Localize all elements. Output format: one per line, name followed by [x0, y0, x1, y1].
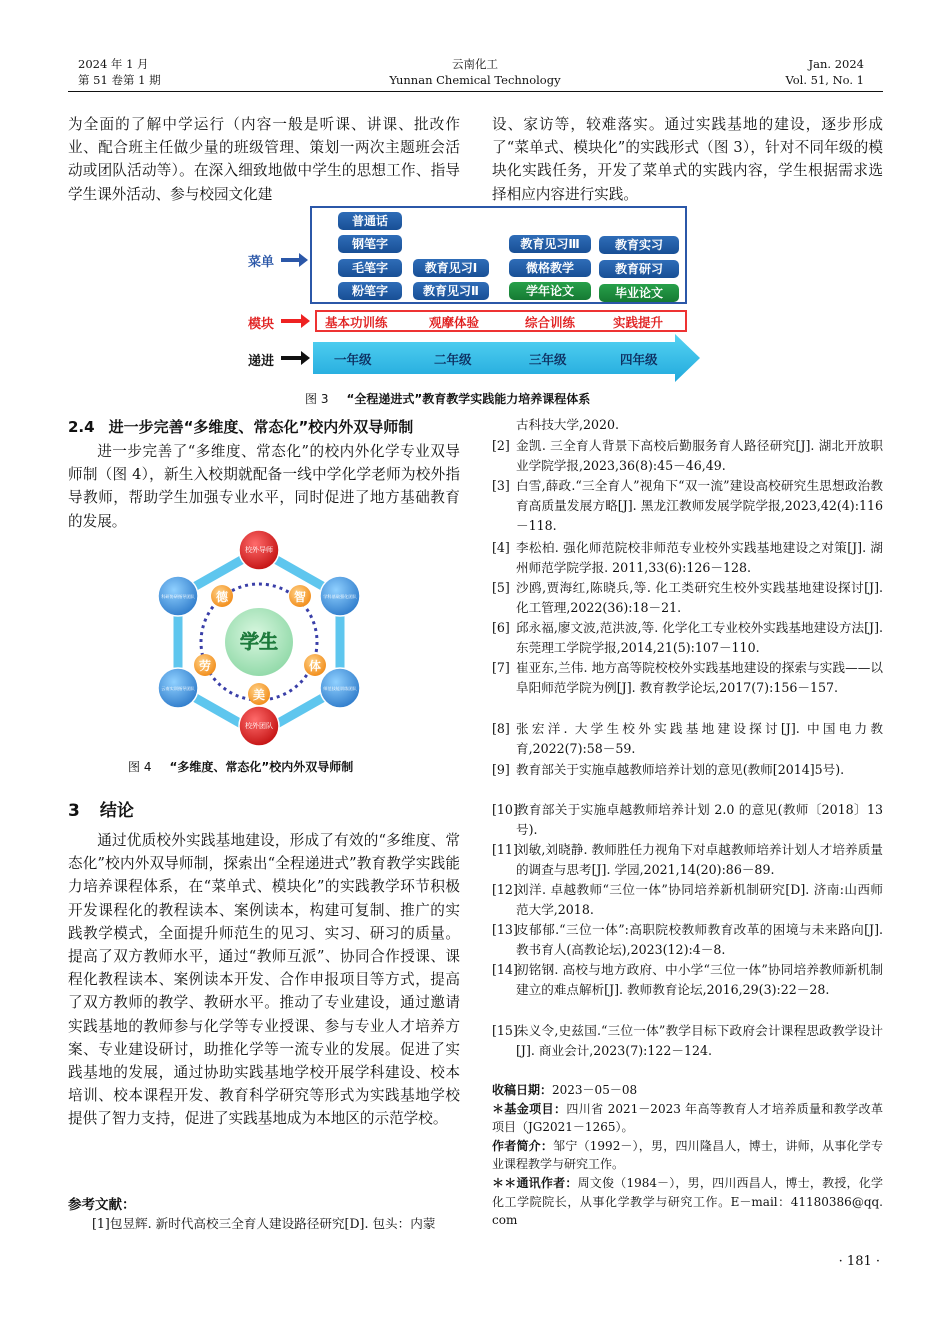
menu-item-research-practice: 教育研习 — [599, 260, 679, 278]
journal-title-en: Yunnan Chemical Technology — [389, 73, 561, 87]
section-3-paragraph: 通过优质校外实践基地建设，形成了有效的“多维度、常态化”校内外双导师制，探索出“全程递进式”教育教学实践能力培养课程体系，在“菜单式、模块化”的实践教学环节积极开发课程化的教程读本、案例读本，构建可复制、推广的实践教学模式，全面提升师范生的见习、实习、研习的质量。提高了双方教师水平，通过“教师互派”、协同合作授课、课程化教程读本、案例读本开发、合作申报项目等方式，提高了双方教师的教学、教研水平。推动了专业建设，通过邀请实践基地的教师参与化学等专业授课、参与专业人才培养方案、专业建设研讨，助推化学等一流专业的发展。促进了实践基地的发展，通过协助实践基地学校开展学科建设、校本培训、校本课程开发、教育科学研究等形式为实践基地学校提供了智力支持，促进了实践基地成为本地区的示范学校。 — [68, 832, 460, 1128]
reference-13: [13] 皮郁郁.“三位一体”:高职院校教师教育改革的困境与未来路向[J]. 教书育人(高教论坛),2023(12):4－8. — [492, 922, 883, 957]
reference-1-part1 — [68, 1214, 460, 1234]
received-date: 收稿日期：2023－05－08 — [492, 1083, 638, 1097]
grade-4: 四年级 — [620, 352, 658, 367]
figure-4-caption — [128, 758, 353, 775]
section-2-4-paragraph: 进一步完善了“多维度、常态化”的校内外化学专业双导师制（图 4），新生入校期就配备一线中学化学老师为校外指导教师，帮助学生加强专业水平，同时促进了地方基础教育的发展。 — [68, 443, 460, 530]
node-label-5: 科研协研指导团队 — [161, 594, 195, 599]
module-basic-skills: 基本功训练 — [325, 315, 388, 330]
grade-2: 二年级 — [434, 352, 472, 367]
menu-item-microteaching: 微格教学 — [509, 259, 591, 277]
reference-4: [4] 李松柏. 强化师范院校非师范专业校外实践基地建设之对策[J]. 湖州师范学院学报. 2011,33(6):126－128. — [492, 540, 883, 575]
reference-7: [7] 崔亚东,兰伟. 地方高等院校校外实践基地建设的探索与实践——以阜阳师范学院为例[J]. 教育教学论坛,2017(7):156－157. — [492, 660, 883, 695]
figure-3 — [245, 202, 700, 388]
header-volume-en: Vol. 51, No. 1 — [785, 73, 864, 87]
right-top-paragraph: 设、家访等，较难落实。通过实践基地的建设，逐步形成了“菜单式、模块化”的实践形式（图 3），针对不同年级的模块化实践任务，开发了菜单式的实践内容，学生根据需求选择相应内容进行实践。 — [492, 116, 883, 203]
figure-3-label: 图 3 — [305, 392, 329, 406]
header-date: 2024 年 1 月 — [78, 57, 149, 71]
row-label-module: 模块 — [248, 317, 275, 332]
author-bio: 作者简介：邹宁（1992－），男，四川隆昌人，博士，讲师，从事化学专业课程教学与研究工作。 — [492, 1138, 883, 1172]
grade-3: 三年级 — [529, 352, 567, 367]
center-label: 学生 — [239, 631, 279, 653]
module-comprehensive: 综合训练 — [525, 315, 576, 330]
section-2-4-heading — [68, 416, 413, 437]
figure-4-label: 图 4 — [128, 760, 152, 774]
fund-info: ＊基金项目：四川省 2021－2023 年高等教育人才培养质量和教学改革项目（JG2021－1265）。 — [492, 1101, 883, 1135]
progress-arrow-icon — [281, 351, 310, 365]
virtue-aesthetic: 美 — [252, 688, 266, 702]
virtue-physical: 体 — [308, 659, 322, 673]
reference-1-part2 — [492, 415, 883, 435]
virtue-labor: 劳 — [198, 659, 212, 673]
node-label-0: 校外导师 — [245, 546, 273, 554]
journal-title-cn: 云南化工 — [452, 57, 498, 71]
node-label-4: 云南实训指导团队 — [161, 686, 195, 691]
reference-5: [5] 沙鸥,贾海红,陈晓兵,等. 化工类研究生校外实践基地建设探讨[J]. 化工管理,2022(36):18－21. — [492, 580, 883, 615]
node-label-3: 校外团队 — [245, 722, 273, 730]
reference-8: [8] 张宏洋. 大学生校外实践基地建设探讨[J]. 中国电力教育,2022(7):58－59. — [492, 721, 883, 756]
reference-15: [15] 朱义令,史兹国.“三位一体”教学目标下政府会计课程思政教学设计[J]. 商业会计,2023(7):122－124. — [492, 1023, 883, 1058]
page-number: · 181 · — [838, 1254, 880, 1269]
section-3-title: 结论 — [99, 801, 134, 821]
reference-11: [11] 刘敏,刘晓静. 教师胜任力视角下对卓越教师培养计划人才培养质量的调查与思考[J]. 学园,2021,14(20):86－89. — [492, 842, 883, 877]
figure-3-title: “全程递进式”教育教学实践能力培养课程体系 — [346, 392, 591, 406]
menu-item-pen-writing: 钢笔字 — [338, 235, 402, 253]
menu-item-practicum-1: 教育见习Ⅰ — [413, 259, 489, 277]
section-3-heading — [68, 796, 134, 821]
row-label-progress: 递进 — [248, 354, 275, 369]
menu-item-practicum-3: 教育见习Ⅲ — [509, 235, 591, 253]
figure-4-graphics — [143, 530, 375, 754]
menu-item-mandarin: 普通话 — [338, 212, 402, 230]
section-3-number: 3 — [68, 801, 80, 821]
virtue-moral: 德 — [215, 590, 229, 604]
section-2-4-number: 2.4 — [68, 418, 95, 436]
header-date-en: Jan. 2024 — [808, 57, 864, 71]
reference-2: [2] 金凯. 三全育人背景下高校后勤服务育人路径研究[J]. 湖北开放职业学院学报,2023,36(8):45－46,49. — [492, 438, 883, 473]
module-arrow-icon — [281, 314, 310, 328]
menu-item-brush-writing: 毛笔字 — [338, 259, 402, 277]
module-improvement: 实践提升 — [613, 315, 664, 330]
reference-6: [6] 邱永福,廖文波,范洪波,等. 化学化工专业校外实践基地建设方法[J]. 东莞理工学院学报,2014,21(5):107－110. — [492, 620, 883, 655]
article-metadata — [492, 1081, 883, 1230]
reference-1-number: [1] — [92, 1216, 110, 1231]
references-heading: 参考文献： — [68, 1197, 136, 1213]
reference-1-text-start: 包昱辉. 新时代高校三全育人建设路径研究[D]. 包头：内蒙 — [109, 1216, 436, 1231]
figure-4-title: “多维度、常态化”校内外双导师制 — [169, 760, 354, 774]
running-header-right — [785, 56, 864, 88]
virtue-intellect: 智 — [293, 590, 307, 604]
figure-3-caption — [305, 390, 590, 407]
reference-1-text-end: 古科技大学,2020. — [516, 417, 620, 432]
reference-12: [12] 刘洋. 卓越教师“三位一体”协同培养新机制研究[D]. 济南:山西师范大学,2018. — [492, 882, 883, 917]
reference-3: [3] 白雪,薛政.“三全育人”视角下“双一流”建设高校研究生思想政治教育高质量发展方略[J]. 黑龙江教师发展学院学报,2023,42(4):116－118. — [492, 478, 883, 533]
reference-14: [14] 初铭钢. 高校与地方政府、中小学“三位一体”协同培养教师新机制建立的难点解析[J]. 教师教育论坛,2016,29(3):22－28. — [492, 962, 883, 997]
section-2-4-title: 进一步完善“多维度、常态化”校内外双导师制 — [108, 418, 414, 436]
left-top-paragraph: 为全面的了解中学运行（内容一般是听课、讲课、批改作业、配合班主任做少量的班级管理、策划一两次主题班会活动或团队活动等）。在深入细致地做中学生的思想工作、指导学生课外活动、参与校园文化建 — [68, 116, 460, 203]
node-label-2: 师范技能训练团队 — [323, 686, 357, 691]
header-volume: 第 51 卷第 1 期 — [78, 73, 161, 87]
menu-item-annual-thesis: 学年论文 — [509, 282, 591, 300]
menu-item-practicum-2: 教育见习Ⅱ — [413, 282, 489, 300]
node-label-1: 学科基础强化团队 — [323, 594, 357, 599]
menu-arrow-icon — [281, 253, 308, 267]
row-label-menu: 菜单 — [248, 255, 275, 270]
grade-1: 一年级 — [334, 352, 372, 367]
menu-item-graduation-thesis: 毕业论文 — [599, 284, 679, 302]
figure-4 — [143, 530, 375, 754]
menu-item-internship: 教育实习 — [599, 236, 679, 254]
module-observation: 观摩体验 — [429, 315, 480, 330]
menu-item-chalk-writing: 粉笔字 — [338, 282, 402, 300]
reference-9: [9] 教育部关于实施卓越教师培养计划的意见(教师[2014]5号). — [492, 762, 845, 777]
reference-10: [10] 教育部关于实施卓越教师培养计划 2.0 的意见(教师〔2018〕13 号). — [492, 802, 883, 837]
header-rule — [68, 91, 883, 92]
corresponding-author: ＊＊通讯作者：周文俊（1984－），男，四川西昌人，博士，教授，化学化工学院院长，从事化学教学与研究工作。E－mail：41180386@qq. com — [492, 1175, 883, 1228]
